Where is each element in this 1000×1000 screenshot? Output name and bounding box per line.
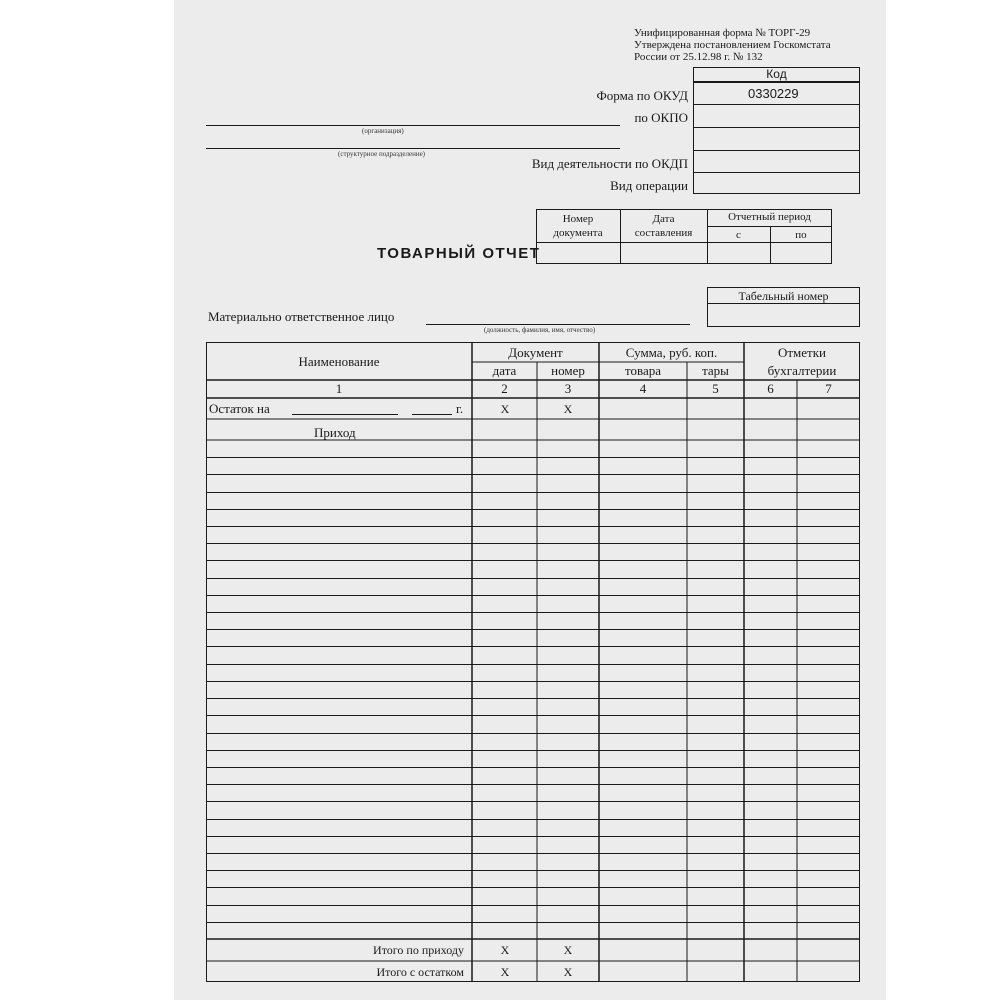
okpo-label: по ОКПО (634, 110, 688, 125)
okud-code-value: 0330229 (748, 86, 799, 101)
doc-number-header: Номер (562, 213, 594, 225)
document-column-header: Документ (508, 345, 563, 360)
name-column-header: Наименование (298, 354, 380, 369)
period-to-header: по (795, 229, 807, 241)
goods-column-header: товара (624, 363, 662, 378)
period-header: Отчетный период (728, 211, 811, 223)
total-income-number-x: Х (563, 943, 573, 957)
col-number-3: 3 (564, 381, 572, 396)
col-number-1: 1 (335, 381, 343, 396)
col-number-4: 4 (639, 381, 647, 396)
approval-line: Утверждена постановлением Госкомстата (634, 39, 831, 51)
approval-date-line: России от 25.12.98 г. № 132 (634, 51, 763, 63)
balance-label: Остаток на (209, 401, 270, 416)
doc-date-header-2: составления (634, 227, 693, 239)
balance-date-x: Х (500, 402, 510, 416)
total-balance-label: Итого с остатком (376, 965, 464, 979)
okdp-label: Вид деятельности по ОКДП (531, 156, 688, 171)
col-number-5: 5 (712, 381, 719, 396)
tare-column-header: тары (702, 363, 729, 378)
page-title: ТОВАРНЫЙ ОТЧЕТ (377, 245, 541, 262)
number-column-header: номер (551, 363, 585, 378)
form-type-line: Унифицированная форма № ТОРГ-29 (634, 27, 811, 39)
marks-column-header-2: бухгалтерии (767, 363, 837, 378)
responsible-label: Материально ответственное лицо (208, 309, 395, 324)
subdivision-caption: (структурное подразделение) (338, 150, 426, 158)
income-label: Приход (314, 425, 356, 440)
tab-number-label: Табельный номер (738, 289, 829, 303)
responsible-caption: (должность, фамилия, имя, отчество) (484, 326, 596, 334)
col-number-2: 2 (501, 381, 508, 396)
balance-number-x: Х (563, 402, 573, 416)
total-balance-number-x: Х (563, 965, 573, 979)
total-balance-date-x: Х (500, 965, 510, 979)
date-column-header: дата (492, 363, 517, 378)
total-income-date-x: Х (500, 943, 510, 957)
year-suffix: г. (456, 401, 464, 416)
period-from-header: с (736, 229, 741, 241)
doc-date-header: Дата (652, 213, 675, 225)
col-number-7: 7 (825, 381, 832, 396)
okud-label: Форма по ОКУД (596, 88, 688, 103)
col-number-6: 6 (767, 381, 774, 396)
doc-number-header-2: документа (553, 227, 603, 239)
operation-label: Вид операции (610, 178, 688, 193)
main-table-grid (206, 342, 860, 982)
organization-caption: (организация) (362, 127, 404, 135)
sum-column-header: Сумма, руб. коп. (625, 345, 718, 360)
marks-column-header: Отметки (777, 345, 827, 360)
code-header: Код (766, 67, 787, 81)
total-income-label: Итого по приходу (373, 943, 464, 957)
